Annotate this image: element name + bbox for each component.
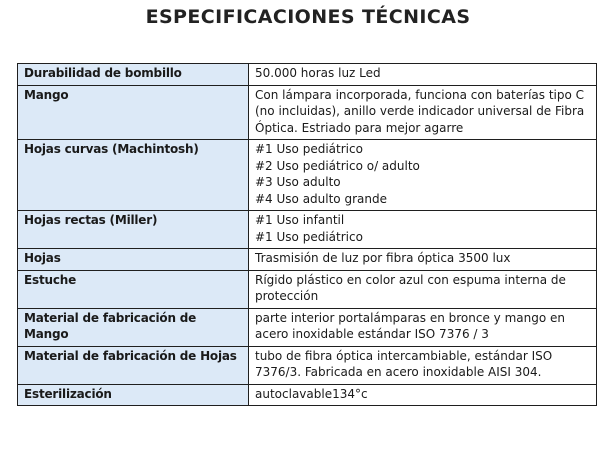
spec-value-line: #2 Uso pediátrico o/ adulto	[255, 158, 420, 173]
spec-value-line: Trasmisión de luz por fibra óptica 3500 lux	[255, 251, 511, 265]
spec-row	[18, 270, 597, 308]
spec-value-line: #3 Uso adulto	[255, 175, 341, 189]
spec-label: Estuche	[18, 270, 249, 308]
spec-label: Esterilización	[18, 384, 249, 406]
spec-value	[249, 64, 597, 86]
spec-row	[18, 85, 597, 140]
spec-value	[249, 249, 597, 271]
spec-value	[249, 270, 597, 308]
spec-value-line: tubo de fibra óptica intercambiable, estándar ISO 7376/3. Fabricada en acero inoxidable AISI 304.	[255, 348, 553, 379]
spec-row	[18, 140, 597, 211]
spec-row	[18, 346, 597, 384]
spec-label: Mango	[18, 85, 249, 140]
spec-value-line: Rígido plástico en color azul con espuma interna de protección	[255, 272, 566, 303]
spec-label: Durabilidad de bombillo	[18, 64, 249, 86]
spec-value-line: autoclavable134°c	[255, 386, 368, 401]
spec-value-line: #1 Uso pediátrico	[255, 229, 363, 244]
spec-label: Material de fabricación de Mango	[18, 308, 249, 346]
spec-row	[18, 308, 597, 346]
spec-value-line: #4 Uso adulto grande	[255, 191, 387, 206]
spec-value	[249, 211, 597, 249]
spec-row	[18, 249, 597, 271]
spec-label: Material de fabricación de Hojas	[18, 346, 249, 384]
spec-value-line: #1 Uso pediátrico	[255, 142, 363, 156]
specifications-table	[17, 63, 597, 406]
spec-value	[249, 346, 597, 384]
spec-value-line: parte interior portalámparas en bronce y mango en acero inoxidable estándar ISO 7376 / 3	[255, 310, 566, 341]
spec-value-line: 50.000 horas luz Led	[255, 66, 381, 80]
spec-value-line: #1 Uso infantil	[255, 213, 345, 227]
page-title: ESPECIFICACIONES TÉCNICAS	[145, 6, 471, 28]
specifications-table-body	[18, 64, 597, 406]
spec-row	[18, 211, 597, 249]
spec-row	[18, 384, 597, 406]
spec-value	[249, 140, 597, 211]
spec-label: Hojas	[18, 249, 249, 271]
spec-value-line: Con lámpara incorporada, funciona con baterías tipo C (no incluidas), anillo verde indicador universal de Fibra Óptica. Estriado para mejor agarre	[255, 87, 585, 135]
spec-label: Hojas curvas (Machintosh)	[18, 140, 249, 211]
spec-value	[249, 384, 597, 406]
spec-label: Hojas rectas (Miller)	[18, 211, 249, 249]
spec-row	[18, 64, 597, 86]
spec-value	[249, 308, 597, 346]
spec-value	[249, 85, 597, 140]
